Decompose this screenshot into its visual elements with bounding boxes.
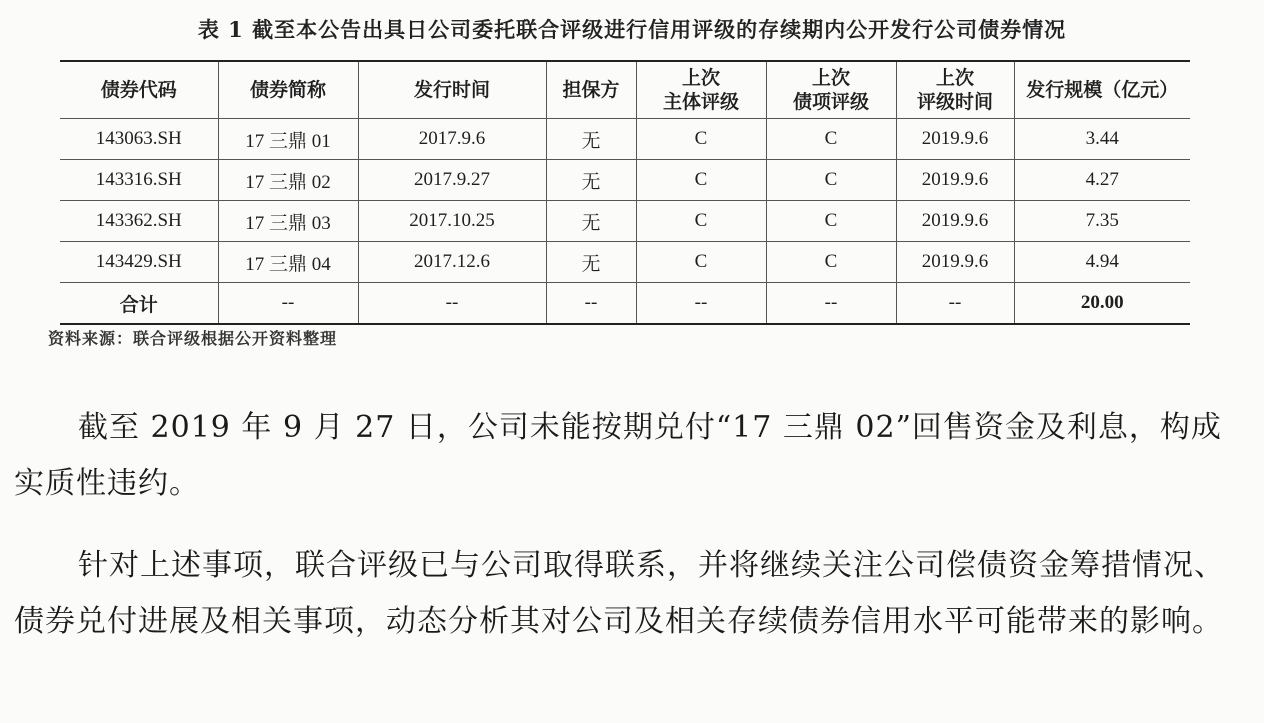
cell-issue-date: 2017.9.6 xyxy=(358,119,546,160)
table-row xyxy=(60,201,1190,242)
table-caption: 表 1 截至本公告出具日公司委托联合评级进行信用评级的存续期内公开发行公司债券情况 xyxy=(197,17,1067,42)
cell-issuer-rating: C xyxy=(636,119,766,160)
cell-issuer-rating: C xyxy=(636,242,766,283)
cell-bond-short-name: 17 三鼎 04 xyxy=(218,242,358,283)
cell-total-empty: -- xyxy=(766,283,896,325)
bond-table-container xyxy=(60,60,1190,325)
table-row xyxy=(60,242,1190,283)
cell-issue-size: 4.27 xyxy=(1014,160,1190,201)
cell-guarantor: 无 xyxy=(546,242,636,283)
cell-rating-date: 2019.9.6 xyxy=(896,242,1014,283)
cell-issue-rating: C xyxy=(766,201,896,242)
cell-issue-size: 4.94 xyxy=(1014,242,1190,283)
header-bond-code: 债券代码 xyxy=(60,61,218,119)
cell-issuer-rating: C xyxy=(636,160,766,201)
cell-guarantor: 无 xyxy=(546,160,636,201)
cell-total-empty: -- xyxy=(636,283,766,325)
cell-issue-date: 2017.9.27 xyxy=(358,160,546,201)
table-row xyxy=(60,119,1190,160)
cell-guarantor: 无 xyxy=(546,201,636,242)
cell-guarantor: 无 xyxy=(546,119,636,160)
cell-bond-short-name: 17 三鼎 03 xyxy=(218,201,358,242)
table-total-row xyxy=(60,283,1190,325)
cell-issue-size: 3.44 xyxy=(1014,119,1190,160)
paragraph-default-notice: 截至 2019 年 9 月 27 日，公司未能按期兑付“17 三鼎 02”回售资金及利息，构成实质性违约。 xyxy=(14,410,1222,501)
cell-issue-date: 2017.10.25 xyxy=(358,201,546,242)
table-row xyxy=(60,160,1190,201)
header-bond-short-name: 债券简称 xyxy=(218,61,358,119)
cell-total-empty: -- xyxy=(896,283,1014,325)
paragraph-follow-up: 针对上述事项，联合评级已与公司取得联系，并将继续关注公司偿债资金筹措情况、债券兑付进展及相关事项，动态分析其对公司及相关存续债券信用水平可能带来的影响。 xyxy=(14,548,1225,639)
cell-total-empty: -- xyxy=(546,283,636,325)
cell-bond-code: 143316.SH xyxy=(60,160,218,201)
cell-bond-code: 143429.SH xyxy=(60,242,218,283)
cell-rating-date: 2019.9.6 xyxy=(896,201,1014,242)
header-last-issue-rating: 上次 债项评级 xyxy=(766,61,896,119)
cell-total-empty: -- xyxy=(358,283,546,325)
header-issue-size: 发行规模（亿元） xyxy=(1014,61,1190,119)
cell-issue-rating: C xyxy=(766,160,896,201)
cell-rating-date: 2019.9.6 xyxy=(896,160,1014,201)
table-header-row xyxy=(60,61,1190,119)
cell-bond-code: 143362.SH xyxy=(60,201,218,242)
cell-bond-short-name: 17 三鼎 02 xyxy=(218,160,358,201)
cell-bond-short-name: 17 三鼎 01 xyxy=(218,119,358,160)
header-issue-date: 发行时间 xyxy=(358,61,546,119)
cell-total-empty: -- xyxy=(218,283,358,325)
cell-issue-rating: C xyxy=(766,242,896,283)
cell-rating-date: 2019.9.6 xyxy=(896,119,1014,160)
table-source-note: 资料来源：联合评级根据公开资料整理 xyxy=(48,329,338,348)
cell-issue-size: 7.35 xyxy=(1014,201,1190,242)
cell-issuer-rating: C xyxy=(636,201,766,242)
cell-issue-rating: C xyxy=(766,119,896,160)
cell-bond-code: 143063.SH xyxy=(60,119,218,160)
header-last-rating-date: 上次 评级时间 xyxy=(896,61,1014,119)
cell-total-issue-size: 20.00 xyxy=(1014,283,1190,325)
bond-table xyxy=(60,60,1190,325)
header-last-issuer-rating: 上次 主体评级 xyxy=(636,61,766,119)
cell-total-label: 合计 xyxy=(60,283,218,325)
header-guarantor: 担保方 xyxy=(546,61,636,119)
cell-issue-date: 2017.12.6 xyxy=(358,242,546,283)
